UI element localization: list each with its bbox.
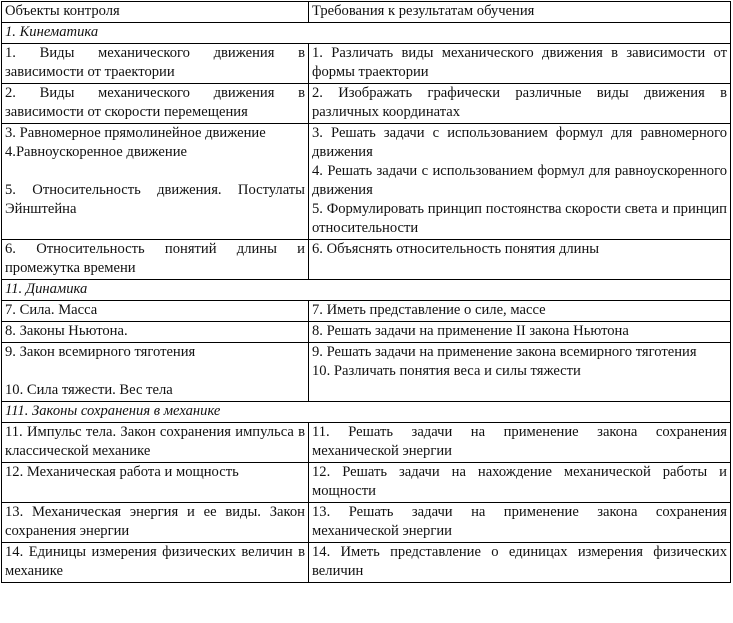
table-row (2, 543, 731, 583)
requirement-text: 10. Различать понятия веса и силы тяжести (312, 363, 581, 379)
requirement-cell: 12. Решать задачи на нахождение механической работы и мощности (309, 463, 731, 503)
table-row (2, 301, 731, 322)
column-header-requirements: Требования к результатам обучения (309, 2, 731, 23)
control-object-text: 10. Сила тяжести. Вес тела (5, 382, 173, 398)
requirement-cell: 7. Иметь представление о силе, массе (309, 301, 731, 322)
section-header-row (2, 402, 731, 423)
control-object-text: 4.Равноускоренное движение (5, 144, 187, 160)
requirement-text: 4. Решать задачи с использованием формул для равноускоренного движения (312, 163, 727, 198)
table-row (2, 124, 731, 240)
requirement-cell: 2. Изображать графически различные виды движения в различных координатах (309, 84, 731, 124)
control-object-text: 3. Равномерное прямолинейное движение (5, 125, 266, 141)
control-object-cell (2, 343, 309, 402)
requirement-cell: 11. Решать задачи на применение закона сохранения механической энергии (309, 423, 731, 463)
requirement-cell (309, 124, 731, 240)
requirement-cell: 8. Решать задачи на применение II закона Ньютона (309, 322, 731, 343)
control-object-cell: 13. Механическая энергия и ее виды. Закон сохранения энергии (2, 503, 309, 543)
control-object-cell: 1. Виды механического движения в зависимости от траектории (2, 44, 309, 84)
control-object-cell: 8. Законы Ньютона. (2, 322, 309, 343)
control-object-text: 5. Относительность движения. Постулаты Эйнштейна (5, 182, 305, 217)
table-row (2, 503, 731, 543)
table-row (2, 84, 731, 124)
table-header-row (2, 2, 731, 23)
section-header-row (2, 23, 731, 44)
section-title-kinematics: 1. Кинематика (2, 23, 731, 44)
requirement-text: 9. Решать задачи на применение закона всемирного тяготения (312, 344, 697, 360)
table-row (2, 44, 731, 84)
table-row (2, 343, 731, 402)
section-title-conservation-laws: 111. Законы сохранения в механике (2, 402, 731, 423)
control-object-cell: 2. Виды механического движения в зависимости от скорости перемещения (2, 84, 309, 124)
section-title-dynamics: 11. Динамика (2, 280, 731, 301)
column-header-objects: Объекты контроля (2, 2, 309, 23)
table-row (2, 322, 731, 343)
control-object-cell: 6. Относительность понятий длины и промежутка времени (2, 240, 309, 280)
control-object-cell: 12. Механическая работа и мощность (2, 463, 309, 503)
requirement-text: 3. Решать задачи с использованием формул для равномерного движения (312, 125, 727, 160)
control-object-cell: 7. Сила. Масса (2, 301, 309, 322)
table-row (2, 463, 731, 503)
requirement-cell: 14. Иметь представление о единицах измерения физических величин (309, 543, 731, 583)
requirement-cell (309, 343, 731, 402)
control-object-cell: 14. Единицы измерения физических величин в механике (2, 543, 309, 583)
requirement-cell: 1. Различать виды механического движения в зависимости от формы траектории (309, 44, 731, 84)
requirement-cell: 13. Решать задачи на применение закона сохранения механической энергии (309, 503, 731, 543)
control-object-cell: 11. Импульс тела. Закон сохранения импульса в классической механике (2, 423, 309, 463)
control-object-text: 9. Закон всемирного тяготения (5, 344, 196, 360)
control-object-cell (2, 124, 309, 240)
requirement-cell: 6. Объяснять относительность понятия длины (309, 240, 731, 280)
section-header-row (2, 280, 731, 301)
table-row (2, 240, 731, 280)
curriculum-table (1, 1, 731, 583)
requirement-text: 5. Формулировать принцип постоянства скорости света и принцип относительности (312, 201, 727, 236)
table-row (2, 423, 731, 463)
